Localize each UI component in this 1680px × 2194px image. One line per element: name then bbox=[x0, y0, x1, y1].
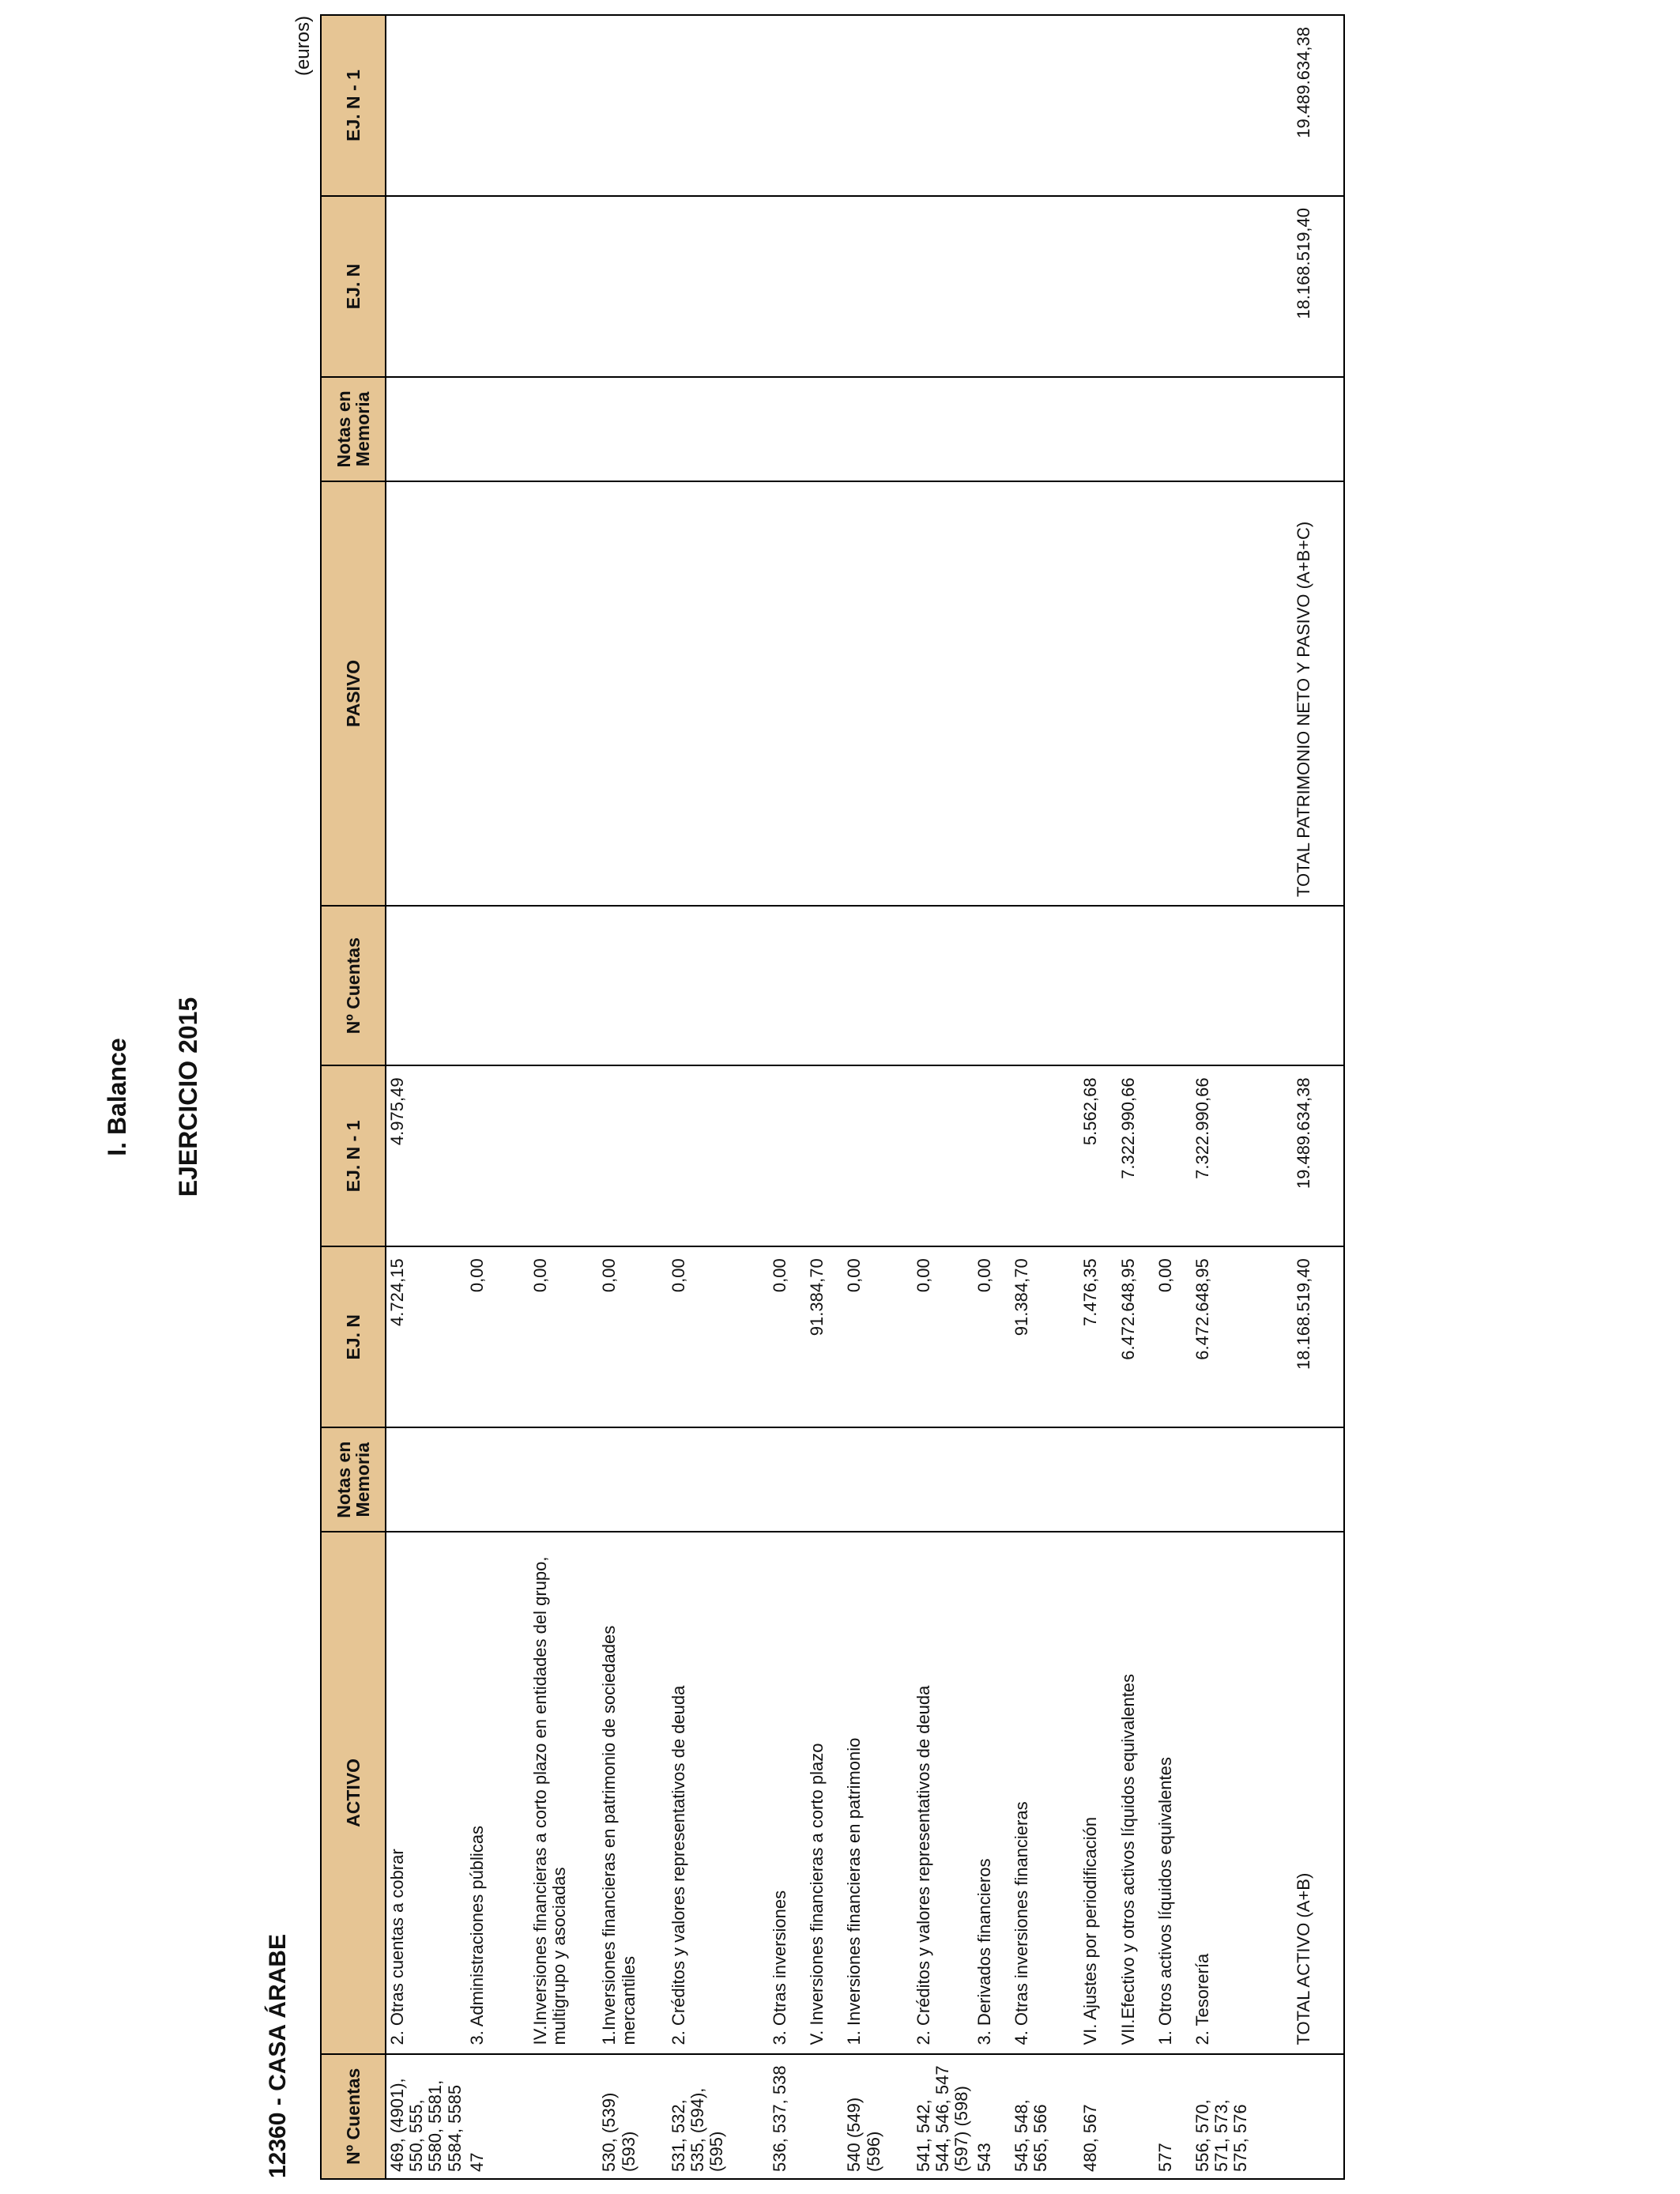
pasivo-notas-cell bbox=[506, 377, 529, 481]
ej-n-value: 6.472.648,95 bbox=[1192, 1246, 1293, 1427]
pasivo-label bbox=[843, 481, 913, 906]
table-row bbox=[1117, 15, 1155, 2179]
cuentas-cell bbox=[806, 2054, 843, 2179]
pasivo-cuentas-cell bbox=[1155, 906, 1192, 1065]
cuentas-cell: 543 bbox=[974, 2054, 1011, 2179]
pasivo-cuentas-cell bbox=[1011, 906, 1080, 1065]
pasivo-cuentas-cell bbox=[466, 906, 506, 1065]
notas-cell bbox=[974, 1427, 1011, 1532]
ej-n1-value bbox=[769, 1065, 806, 1246]
notas-cell bbox=[1117, 1427, 1155, 1532]
pasivo-ej-n-value bbox=[843, 196, 913, 377]
notas-cell bbox=[529, 1427, 599, 1532]
notas-cell bbox=[1079, 1427, 1117, 1532]
ej-n1-value bbox=[913, 1065, 974, 1246]
ej-n-value: 0,00 bbox=[769, 1246, 806, 1427]
pasivo-notas-cell bbox=[529, 377, 599, 481]
pasivo-notas-cell bbox=[769, 377, 806, 481]
activo-label: 3. Administraciones públicas bbox=[466, 1532, 506, 2053]
total-pasivo-ej-n1: 19.489.634,38 bbox=[1293, 15, 1344, 196]
total-activo-ej-n1: 19.489.634,38 bbox=[1293, 1065, 1344, 1246]
notas-cell bbox=[806, 1427, 843, 1532]
notas-cell bbox=[506, 1427, 529, 1532]
notas-cell bbox=[668, 1427, 769, 1532]
ej-n-value: 0,00 bbox=[913, 1246, 974, 1427]
pasivo-ej-n1-value bbox=[386, 15, 466, 196]
document-subtitle: EJERCICIO 2015 bbox=[174, 997, 202, 1197]
header-cuentas-pasivo: Nº Cuentas bbox=[321, 906, 386, 1065]
ej-n-value: 0,00 bbox=[843, 1246, 913, 1427]
units-label: (euros) bbox=[292, 16, 314, 77]
pasivo-ej-n1-value bbox=[1079, 15, 1117, 196]
pasivo-notas-cell bbox=[386, 377, 466, 481]
ej-n-value: 91.384,70 bbox=[806, 1246, 843, 1427]
pasivo-ej-n1-value bbox=[668, 15, 769, 196]
pasivo-ej-n-value bbox=[1155, 196, 1192, 377]
ej-n1-value bbox=[806, 1065, 843, 1246]
pasivo-cuentas-cell bbox=[386, 906, 466, 1065]
activo-label: IV.Inversiones financieras a corto plazo en entidades del grupo, multigrupo y asociadas bbox=[529, 1532, 599, 2053]
pasivo-notas-cell bbox=[1079, 377, 1117, 481]
activo-label: 1. Otros activos líquidos equivalentes bbox=[1155, 1532, 1192, 2053]
cuentas-cell: 541, 542, 544, 546, 547 (597) (598) bbox=[913, 2054, 974, 2179]
activo-label bbox=[506, 1532, 529, 2053]
pasivo-label bbox=[506, 481, 529, 906]
pasivo-ej-n1-value bbox=[843, 15, 913, 196]
pasivo-notas-cell bbox=[843, 377, 913, 481]
notas-cell bbox=[386, 1427, 466, 1532]
cuentas-cell: 531, 532, 535, (594), (595) bbox=[668, 2054, 769, 2179]
balance-table bbox=[320, 14, 1345, 2180]
pasivo-ej-n-value bbox=[1079, 196, 1117, 377]
pasivo-label bbox=[769, 481, 806, 906]
pasivo-ej-n1-value bbox=[1155, 15, 1192, 196]
notas-cell bbox=[1011, 1427, 1080, 1532]
activo-label: VI. Ajustes por periodificación bbox=[1079, 1532, 1117, 2053]
header-ejn-pasivo: EJ. N bbox=[321, 196, 386, 377]
cuentas-cell: 545, 548, 565, 566 bbox=[1011, 2054, 1080, 2179]
pasivo-label bbox=[1192, 481, 1293, 906]
ej-n1-value bbox=[466, 1065, 506, 1246]
pasivo-ej-n1-value bbox=[913, 15, 974, 196]
table-row bbox=[466, 15, 506, 2179]
table-row bbox=[769, 15, 806, 2179]
pasivo-cuentas-cell bbox=[843, 906, 913, 1065]
ej-n-value: 0,00 bbox=[466, 1246, 506, 1427]
ej-n1-value: 5.562,68 bbox=[1079, 1065, 1117, 1246]
total-pasivo-cuentas-cell bbox=[1293, 906, 1344, 1065]
activo-label: 3. Otras inversiones bbox=[769, 1532, 806, 2053]
header-notas-activo: Notas en Memoria bbox=[321, 1427, 386, 1532]
pasivo-ej-n1-value bbox=[529, 15, 599, 196]
pasivo-ej-n-value bbox=[913, 196, 974, 377]
pasivo-ej-n-value bbox=[466, 196, 506, 377]
pasivo-notas-cell bbox=[974, 377, 1011, 481]
header-activo: ACTIVO bbox=[321, 1532, 386, 2053]
table-row bbox=[506, 15, 529, 2179]
cuentas-cell: 469, (4901), 550, 555, 5580, 5581, 5584, 5585 bbox=[386, 2054, 466, 2179]
pasivo-ej-n1-value bbox=[974, 15, 1011, 196]
pasivo-label bbox=[1011, 481, 1080, 906]
total-cuentas-cell bbox=[1293, 2054, 1344, 2179]
pasivo-cuentas-cell bbox=[769, 906, 806, 1065]
pasivo-ej-n-value bbox=[668, 196, 769, 377]
pasivo-label bbox=[529, 481, 599, 906]
pasivo-label bbox=[598, 481, 668, 906]
table-row bbox=[974, 15, 1011, 2179]
cuentas-cell: 47 bbox=[466, 2054, 506, 2179]
ej-n1-value bbox=[843, 1065, 913, 1246]
header-notas-pasivo: Notas en Memoria bbox=[321, 377, 386, 481]
pasivo-cuentas-cell bbox=[806, 906, 843, 1065]
header-ejn1-activo: EJ. N - 1 bbox=[321, 1065, 386, 1246]
ej-n1-value bbox=[598, 1065, 668, 1246]
pasivo-ej-n-value bbox=[974, 196, 1011, 377]
ej-n-value: 6.472.648,95 bbox=[1117, 1246, 1155, 1427]
pasivo-notas-cell bbox=[598, 377, 668, 481]
ej-n-value: 4.724,15 bbox=[386, 1246, 466, 1427]
notas-cell bbox=[913, 1427, 974, 1532]
table-row bbox=[1079, 15, 1117, 2179]
cuentas-cell: 536, 537, 538 bbox=[769, 2054, 806, 2179]
ej-n-value: 0,00 bbox=[1155, 1246, 1192, 1427]
activo-label: VII.Efectivo y otros activos líquidos equivalentes bbox=[1117, 1532, 1155, 2053]
total-row bbox=[1293, 15, 1344, 2179]
pasivo-cuentas-cell bbox=[1192, 906, 1293, 1065]
pasivo-cuentas-cell bbox=[506, 906, 529, 1065]
table-row bbox=[598, 15, 668, 2179]
entity-title: 12360 - CASA ÁRABE bbox=[265, 1934, 291, 2178]
activo-label: 1.Inversiones financieras en patrimonio de sociedades mercantiles bbox=[598, 1532, 668, 2053]
activo-label: 2. Créditos y valores representativos de deuda bbox=[668, 1532, 769, 2053]
header-row bbox=[321, 15, 386, 2179]
pasivo-cuentas-cell bbox=[529, 906, 599, 1065]
pasivo-notas-cell bbox=[1117, 377, 1155, 481]
ej-n-value: 0,00 bbox=[668, 1246, 769, 1427]
cuentas-cell bbox=[1117, 2054, 1155, 2179]
cuentas-cell: 530, (539) (593) bbox=[598, 2054, 668, 2179]
pasivo-ej-n-value bbox=[506, 196, 529, 377]
table-row bbox=[843, 15, 913, 2179]
table-row bbox=[529, 15, 599, 2179]
pasivo-ej-n1-value bbox=[1192, 15, 1293, 196]
ej-n1-value bbox=[529, 1065, 599, 1246]
cuentas-cell: 577 bbox=[1155, 2054, 1192, 2179]
cuentas-cell: 556, 570, 571, 573, 575, 576 bbox=[1192, 2054, 1293, 2179]
pasivo-ej-n-value bbox=[386, 196, 466, 377]
pasivo-label bbox=[806, 481, 843, 906]
ej-n1-value bbox=[506, 1065, 529, 1246]
table-row bbox=[806, 15, 843, 2179]
ej-n1-value: 7.322.990,66 bbox=[1117, 1065, 1155, 1246]
pasivo-label bbox=[913, 481, 974, 906]
pasivo-ej-n1-value bbox=[806, 15, 843, 196]
pasivo-notas-cell bbox=[1192, 377, 1293, 481]
activo-label: 1. Inversiones financieras en patrimonio bbox=[843, 1532, 913, 2053]
activo-label: 2. Otras cuentas a cobrar bbox=[386, 1532, 466, 2053]
notas-cell bbox=[598, 1427, 668, 1532]
table-row bbox=[386, 15, 466, 2179]
ej-n1-value bbox=[974, 1065, 1011, 1246]
ej-n-value: 0,00 bbox=[529, 1246, 599, 1427]
table-row bbox=[1192, 15, 1293, 2179]
total-pasivo-ej-n: 18.168.519,40 bbox=[1293, 196, 1344, 377]
pasivo-label bbox=[1079, 481, 1117, 906]
pasivo-notas-cell bbox=[1155, 377, 1192, 481]
cuentas-cell: 540 (549) (596) bbox=[843, 2054, 913, 2179]
ej-n1-value: 4.975,49 bbox=[386, 1065, 466, 1246]
pasivo-label bbox=[466, 481, 506, 906]
cuentas-cell bbox=[529, 2054, 599, 2179]
total-activo-label: TOTAL ACTIVO (A+B) bbox=[1293, 1532, 1344, 2053]
ej-n-value: 91.384,70 bbox=[1011, 1246, 1080, 1427]
pasivo-ej-n1-value bbox=[1011, 15, 1080, 196]
pasivo-ej-n1-value bbox=[1117, 15, 1155, 196]
pasivo-ej-n1-value bbox=[466, 15, 506, 196]
cuentas-cell bbox=[506, 2054, 529, 2179]
total-activo-ej-n: 18.168.519,40 bbox=[1293, 1246, 1344, 1427]
activo-label: 2. Créditos y valores representativos de deuda bbox=[913, 1532, 974, 2053]
header-cuentas-activo: Nº Cuentas bbox=[321, 2054, 386, 2179]
total-notas-cell bbox=[1293, 1427, 1344, 1532]
pasivo-ej-n-value bbox=[1117, 196, 1155, 377]
ej-n1-value bbox=[1155, 1065, 1192, 1246]
pasivo-cuentas-cell bbox=[1117, 906, 1155, 1065]
ej-n-value: 0,00 bbox=[974, 1246, 1011, 1427]
pasivo-ej-n-value bbox=[598, 196, 668, 377]
table-row bbox=[913, 15, 974, 2179]
pasivo-ej-n-value bbox=[529, 196, 599, 377]
document-title: I. Balance bbox=[103, 1038, 131, 1156]
pasivo-ej-n1-value bbox=[598, 15, 668, 196]
pasivo-cuentas-cell bbox=[974, 906, 1011, 1065]
total-pasivo-notas-cell bbox=[1293, 377, 1344, 481]
ej-n-value bbox=[506, 1246, 529, 1427]
pasivo-label bbox=[386, 481, 466, 906]
ej-n-value: 7.476,35 bbox=[1079, 1246, 1117, 1427]
activo-label: V. Inversiones financieras a corto plazo bbox=[806, 1532, 843, 2053]
pasivo-notas-cell bbox=[1011, 377, 1080, 481]
notas-cell bbox=[1155, 1427, 1192, 1532]
ej-n1-value bbox=[668, 1065, 769, 1246]
activo-label: 2. Tesorería bbox=[1192, 1532, 1293, 2053]
pasivo-ej-n-value bbox=[1011, 196, 1080, 377]
cuentas-cell: 480, 567 bbox=[1079, 2054, 1117, 2179]
table-row bbox=[1155, 15, 1192, 2179]
pasivo-notas-cell bbox=[668, 377, 769, 481]
notas-cell bbox=[466, 1427, 506, 1532]
notas-cell bbox=[769, 1427, 806, 1532]
pasivo-notas-cell bbox=[466, 377, 506, 481]
pasivo-label bbox=[974, 481, 1011, 906]
header-ejn-activo: EJ. N bbox=[321, 1246, 386, 1427]
pasivo-notas-cell bbox=[913, 377, 974, 481]
notas-cell bbox=[1192, 1427, 1293, 1532]
ej-n1-value: 7.322.990,66 bbox=[1192, 1065, 1293, 1246]
activo-label: 3. Derivados financieros bbox=[974, 1532, 1011, 2053]
pasivo-cuentas-cell bbox=[1079, 906, 1117, 1065]
pasivo-ej-n-value bbox=[806, 196, 843, 377]
pasivo-label bbox=[668, 481, 769, 906]
total-pasivo-label: TOTAL PATRIMONIO NETO Y PASIVO (A+B+C) bbox=[1293, 481, 1344, 906]
notas-cell bbox=[843, 1427, 913, 1532]
pasivo-label bbox=[1155, 481, 1192, 906]
pasivo-cuentas-cell bbox=[913, 906, 974, 1065]
ej-n-value: 0,00 bbox=[598, 1246, 668, 1427]
pasivo-cuentas-cell bbox=[668, 906, 769, 1065]
pasivo-notas-cell bbox=[806, 377, 843, 481]
table-row bbox=[1011, 15, 1080, 2179]
pasivo-ej-n-value bbox=[769, 196, 806, 377]
pasivo-ej-n1-value bbox=[506, 15, 529, 196]
header-pasivo: PASIVO bbox=[321, 481, 386, 906]
pasivo-label bbox=[1117, 481, 1155, 906]
pasivo-ej-n1-value bbox=[769, 15, 806, 196]
header-ejn1-pasivo: EJ. N - 1 bbox=[321, 15, 386, 196]
pasivo-ej-n-value bbox=[1192, 196, 1293, 377]
table-row bbox=[668, 15, 769, 2179]
pasivo-cuentas-cell bbox=[598, 906, 668, 1065]
activo-label: 4. Otras inversiones financieras bbox=[1011, 1532, 1080, 2053]
ej-n1-value bbox=[1011, 1065, 1080, 1246]
